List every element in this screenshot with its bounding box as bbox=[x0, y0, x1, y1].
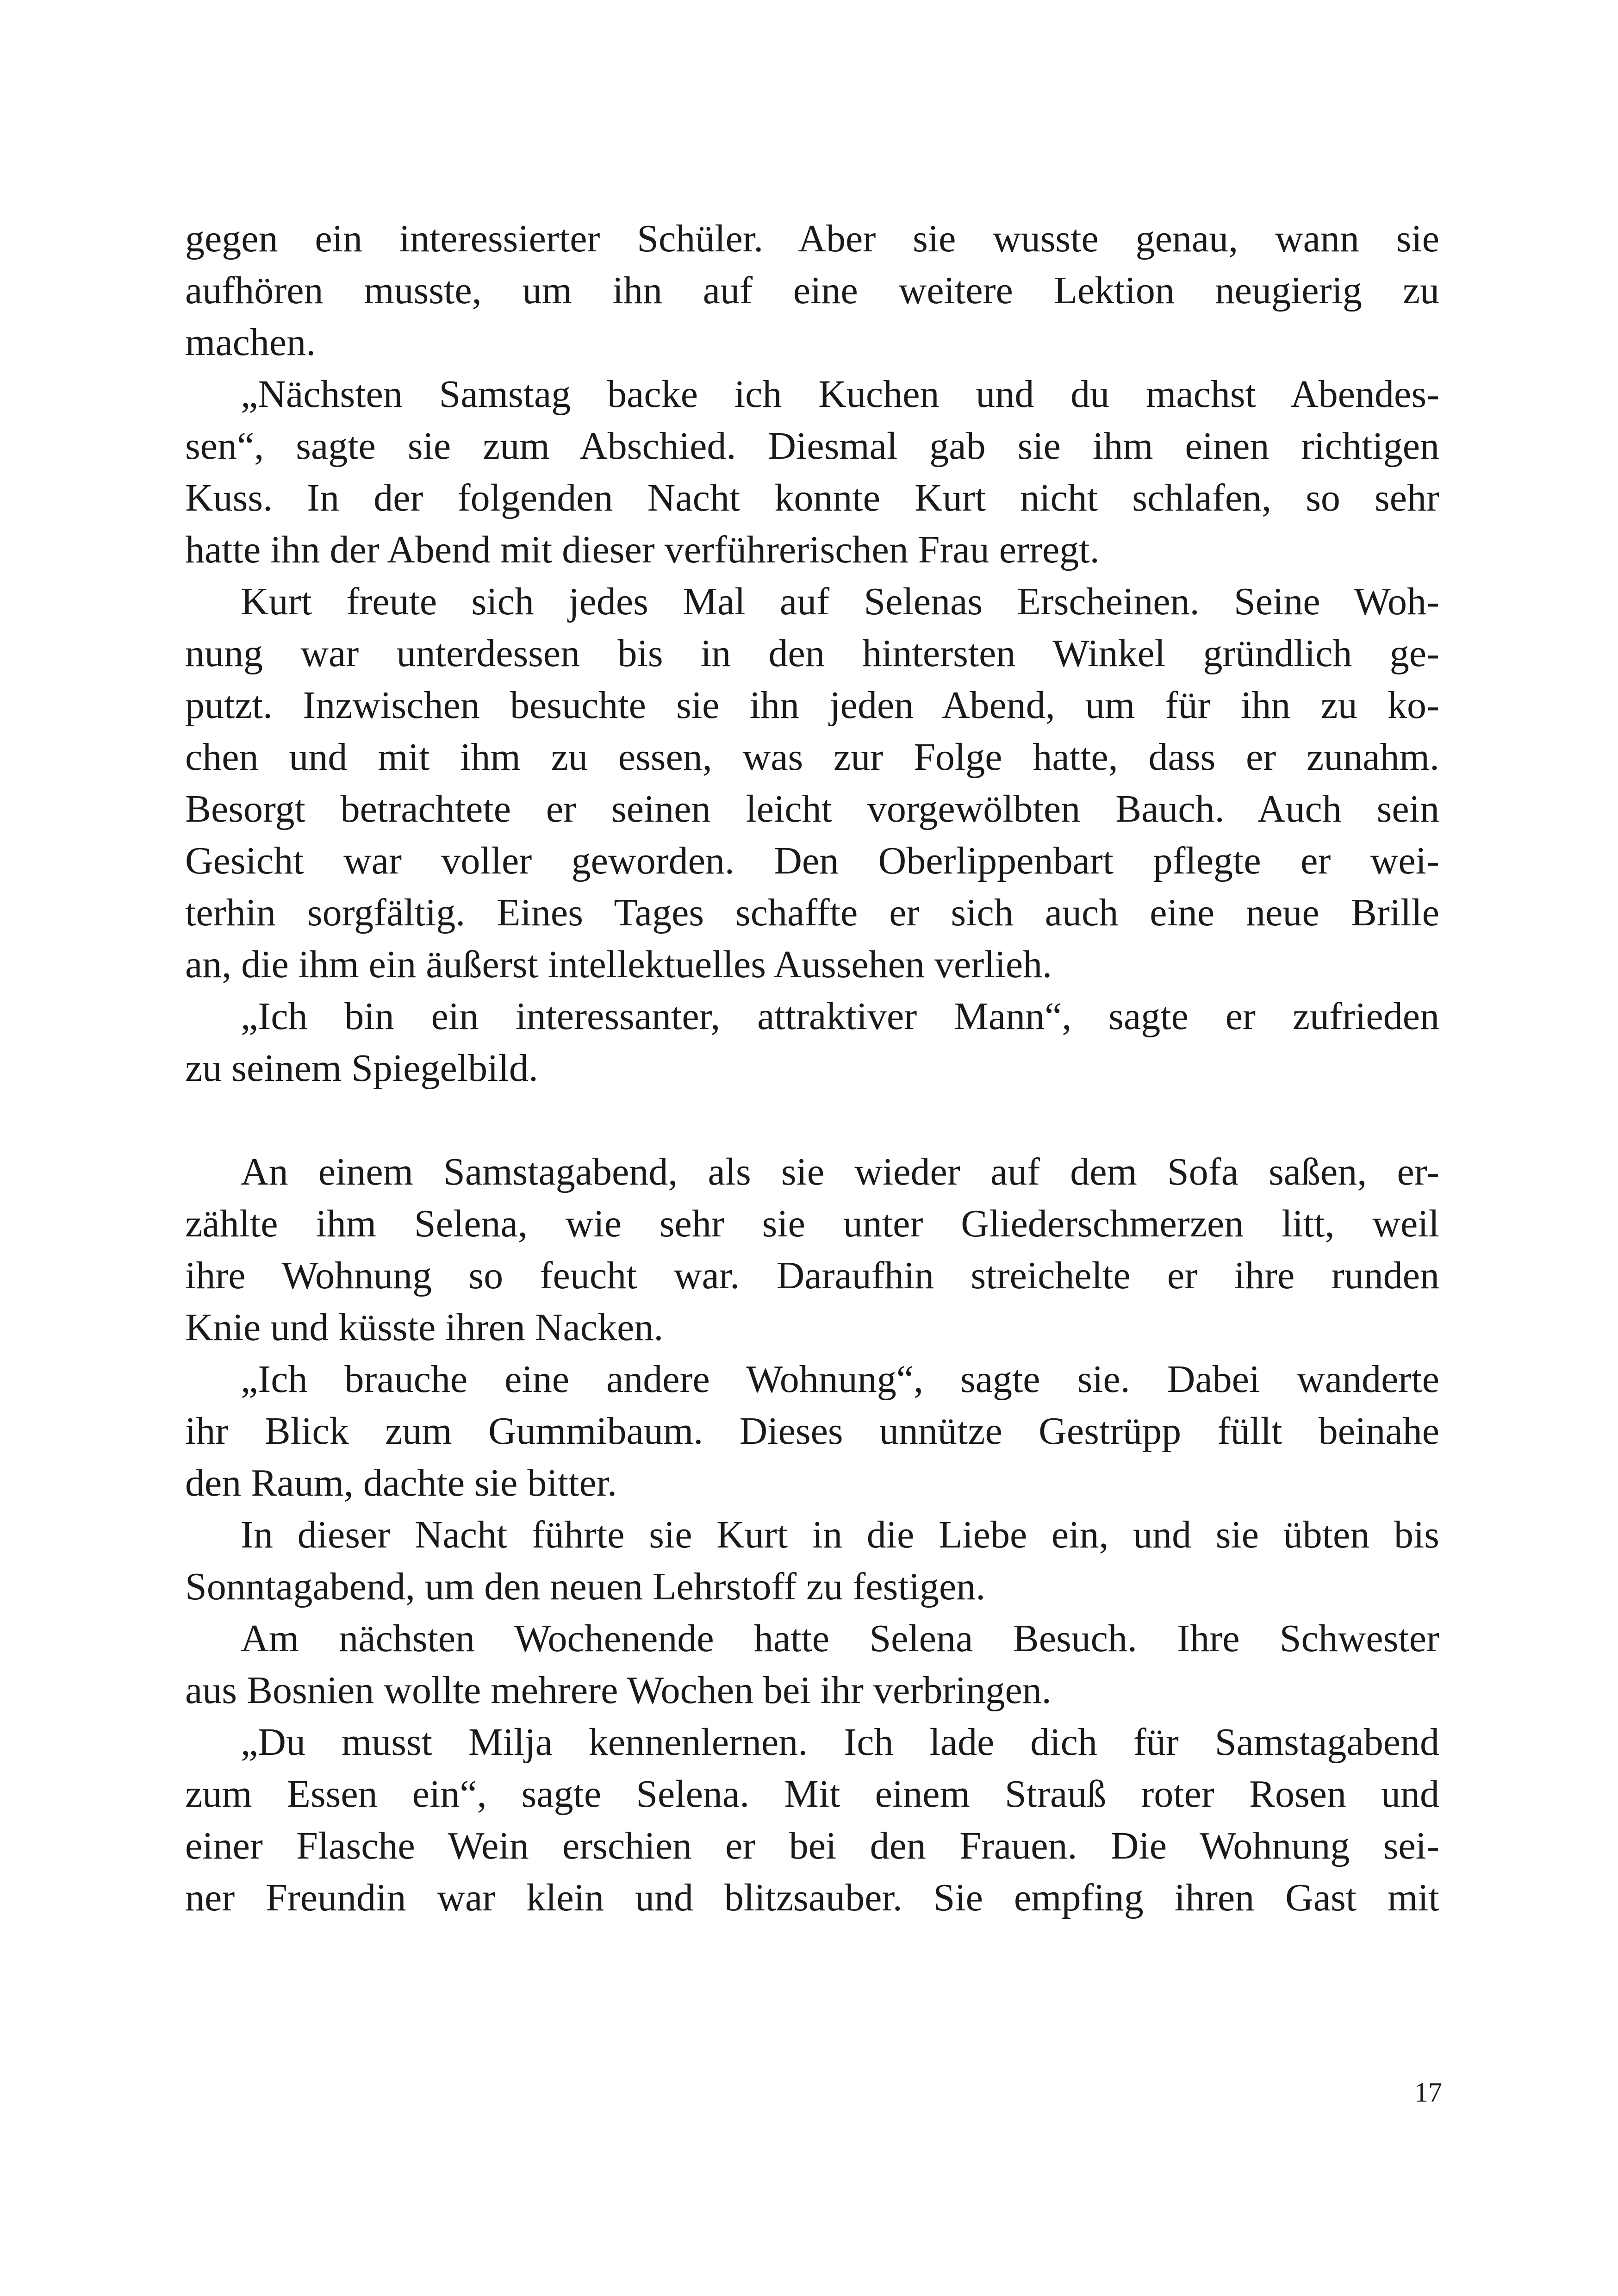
text-line: „Nächsten Samstag backe ich Kuchen und du machst Abendes- bbox=[241, 373, 1439, 416]
text-line: terhin sorgfältig. Eines Tages schaffte er sich auch eine neue Brille bbox=[185, 891, 1439, 934]
text-line: aufhören musste, um ihn auf eine weitere Lektion neugierig zu bbox=[185, 269, 1439, 312]
text-line: Kuss. In der folgenden Nacht konnte Kurt nicht schlafen, so sehr bbox=[185, 476, 1439, 519]
text-line: einer Flasche Wein erschien er bei den Frauen. Die Wohnung sei- bbox=[185, 1824, 1439, 1867]
page-number: 17 bbox=[1414, 2077, 1442, 2108]
text-line: Besorgt betrachtete er seinen leicht vorgewölbten Bauch. Auch sein bbox=[185, 787, 1439, 830]
text-line: nung war unterdessen bis in den hintersten Winkel gründlich ge- bbox=[185, 632, 1439, 675]
paragraph bbox=[185, 991, 1439, 1094]
text-line: putzt. Inzwischen besuchte sie ihn jeden Abend, um für ihn zu ko- bbox=[185, 684, 1439, 727]
text-line: „Ich brauche eine andere Wohnung“, sagte sie. Dabei wanderte bbox=[241, 1358, 1439, 1401]
paragraph bbox=[185, 1509, 1439, 1613]
paragraph bbox=[185, 368, 1439, 576]
text-line: „Ich bin ein interessanter, attraktiver Mann“, sagte er zufrieden bbox=[241, 995, 1439, 1038]
text-line: chen und mit ihm zu essen, was zur Folge hatte, dass er zunahm. bbox=[185, 736, 1439, 779]
text-line: Knie und küsste ihren Nacken. bbox=[185, 1306, 664, 1349]
text-line: machen. bbox=[185, 321, 316, 364]
text-line: aus Bosnien wollte mehrere Wochen bei ihr verbringen. bbox=[185, 1669, 1052, 1712]
text-line: „Du musst Milja kennenlernen. Ich lade dich für Samstagabend bbox=[241, 1721, 1439, 1764]
text-line: hatte ihn der Abend mit dieser verführerischen Frau erregt. bbox=[185, 528, 1100, 571]
paragraph bbox=[185, 1716, 1439, 1924]
paragraph bbox=[185, 1354, 1439, 1509]
text-line: ner Freundin war klein und blitzsauber. Sie empfing ihren Gast mit bbox=[185, 1876, 1439, 1919]
text-line: Am nächsten Wochenende hatte Selena Besuch. Ihre Schwester bbox=[241, 1617, 1439, 1660]
paragraph bbox=[185, 213, 1439, 368]
body-text bbox=[185, 213, 1439, 1924]
text-line: sen“, sagte sie zum Abschied. Diesmal gab sie ihm einen richtigen bbox=[185, 424, 1439, 468]
paragraph bbox=[185, 1146, 1439, 1354]
text-line: An einem Samstagabend, als sie wieder auf dem Sofa saßen, er- bbox=[241, 1150, 1439, 1193]
text-line: Kurt freute sich jedes Mal auf Selenas Erscheinen. Seine Woh- bbox=[241, 580, 1439, 623]
text-line: gegen ein interessierter Schüler. Aber sie wusste genau, wann sie bbox=[185, 217, 1439, 260]
text-line: Sonntagabend, um den neuen Lehrstoff zu festigen. bbox=[185, 1565, 986, 1608]
text-line: Gesicht war voller geworden. Den Oberlippenbart pflegte er wei- bbox=[185, 839, 1439, 882]
text-line: zählte ihm Selena, wie sehr sie unter Gliederschmerzen litt, weil bbox=[185, 1202, 1439, 1245]
text-line: an, die ihm ein äußerst intellektuelles Aussehen verlieh. bbox=[185, 943, 1052, 986]
text-line: zum Essen ein“, sagte Selena. Mit einem Strauß roter Rosen und bbox=[185, 1772, 1439, 1816]
text-line: In dieser Nacht führte sie Kurt in die Liebe ein, und sie übten bis bbox=[241, 1513, 1439, 1556]
paragraph bbox=[185, 576, 1439, 991]
text-line: den Raum, dachte sie bitter. bbox=[185, 1461, 617, 1504]
paragraph bbox=[185, 1613, 1439, 1716]
text-line: zu seinem Spiegelbild. bbox=[185, 1047, 538, 1090]
section-break bbox=[185, 1094, 1439, 1146]
text-line: ihr Blick zum Gummibaum. Dieses unnütze Gestrüpp füllt beinahe bbox=[185, 1410, 1439, 1453]
text-line: ihre Wohnung so feucht war. Daraufhin streichelte er ihre runden bbox=[185, 1254, 1439, 1297]
